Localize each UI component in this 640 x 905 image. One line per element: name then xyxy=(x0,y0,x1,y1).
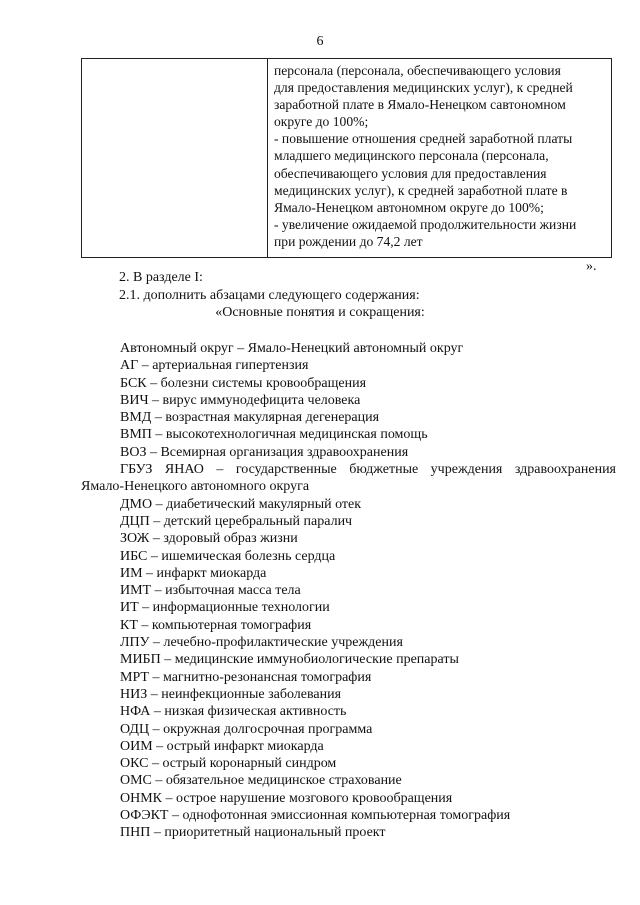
table-cell-line: округе до 100%; xyxy=(274,114,369,130)
term-line: БСК – болезни системы кровообращения xyxy=(120,375,367,391)
continuation-table xyxy=(81,58,612,258)
term-line: Автономный округ – Ямало-Ненецкий автономный округ xyxy=(120,341,464,356)
term-line: ОДЦ – окружная долгосрочная программа xyxy=(120,721,373,737)
term-line: ОКС – острый коронарный синдром xyxy=(120,756,337,772)
table-cell-line: при рождении до 74,2 лет xyxy=(274,233,423,249)
term-line: АГ – артериальная гипертензия xyxy=(120,358,309,374)
term-line: ЛПУ – лечебно-профилактические учреждения xyxy=(120,635,403,651)
table-cell-line: младшего медицинского персонала (персонала, xyxy=(274,148,549,164)
term-line: ДЦП – детский церебральный паралич xyxy=(120,513,353,529)
term-line: ВИЧ – вирус иммунодефицита человека xyxy=(120,392,361,408)
term-line: МРТ – магнитно-резонансная томография xyxy=(120,669,372,685)
term-line: МИБП – медицинские иммунобиологические препараты xyxy=(120,652,459,668)
term-line: НИЗ – неинфекционные заболевания xyxy=(120,686,342,702)
table-cell-line: персонала (персонала, обеспечивающего условия xyxy=(274,63,561,78)
term-line: ИБС – ишемическая болезнь сердца xyxy=(120,548,336,564)
term-line: ИМ – инфаркт миокарда xyxy=(120,565,267,581)
table-right-cell xyxy=(274,62,610,250)
term-line: ВМД – возрастная макулярная дегенерация xyxy=(120,410,380,426)
term-line: ОФЭКТ – однофотонная эмиссионная компьютерная томография xyxy=(120,808,511,824)
table-cell-line: медицинских услуг), к средней заработной плате в xyxy=(274,182,568,198)
table-cell-line: - повышение отношения средней заработной платы xyxy=(274,131,573,147)
page-number: 6 xyxy=(316,34,324,49)
centered-heading: «Основные понятия и сокращения: xyxy=(215,305,425,320)
term-line: ПНП – приоритетный национальный проект xyxy=(120,825,386,841)
term-line: ЗОЖ – здоровый образ жизни xyxy=(120,531,298,547)
term-line: КТ – компьютерная томография xyxy=(120,617,312,633)
term-line: ОИМ – острый инфаркт миокарда xyxy=(120,738,324,754)
table-cell-line: для предоставления медицинских услуг), к средней xyxy=(274,80,573,96)
term-line: ВОЗ – Всемирная организация здравоохранения xyxy=(120,444,409,460)
table-cell-line: Ямало-Ненецком автономном округе до 100%; xyxy=(274,199,544,215)
term-line: ВМП – высокотехнологичная медицинская помощь xyxy=(120,427,428,443)
term-line-continuation: Ямало-Ненецкого автономного округа xyxy=(81,479,310,495)
section-line: 2. В разделе I: xyxy=(119,270,203,285)
table-cell-line: обеспечивающего условия для предоставления xyxy=(274,165,547,181)
table-cell-line: - увеличение ожидаемой продолжительности жизни xyxy=(274,216,577,232)
subsection-line: 2.1. дополнить абзацами следующего содержания: xyxy=(119,288,420,303)
term-line: ОМС – обязательное медицинское страхование xyxy=(120,773,402,789)
term-line: ИМТ – избыточная масса тела xyxy=(120,583,301,599)
term-line: ИТ – информационные технологии xyxy=(120,600,330,616)
term-line: ОНМК – острое нарушение мозгового кровообращения xyxy=(120,790,453,806)
closing-quote: ». xyxy=(586,259,597,274)
table-cell-line: заработной плате в Ямало-Ненецком савтономном xyxy=(274,97,566,113)
table-column-divider xyxy=(267,59,268,257)
terms-list xyxy=(81,340,616,842)
term-line: НФА – низкая физическая активность xyxy=(120,704,347,720)
term-line: ГБУЗ ЯНАО – государственные бюджетные учреждения здравоохранения xyxy=(120,462,616,478)
term-line: ДМО – диабетический макулярный отек xyxy=(120,496,362,512)
